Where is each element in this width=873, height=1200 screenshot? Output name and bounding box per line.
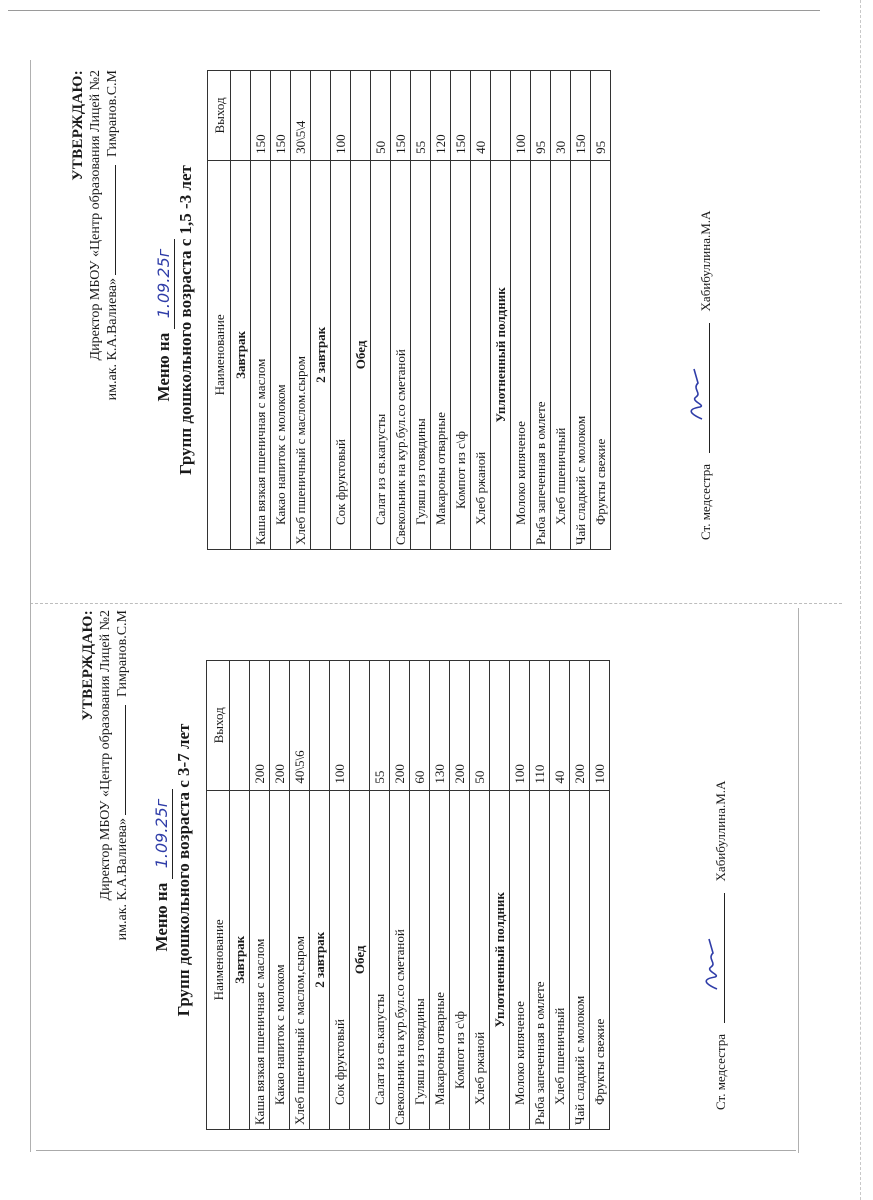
nurse-name: Хабибуллина.М.А bbox=[713, 780, 728, 882]
table-row bbox=[390, 661, 410, 1130]
table-row bbox=[290, 661, 310, 1130]
dish-output: 120 bbox=[431, 71, 451, 161]
dish-name: Гуляш из говядины bbox=[410, 790, 430, 1129]
scan-border-left bbox=[30, 60, 31, 1152]
dish-name: Салат из св.капусты bbox=[370, 790, 390, 1129]
table-row bbox=[270, 661, 290, 1130]
approval-heading: УТВЕРЖДАЮ: bbox=[70, 70, 86, 181]
dish-output: 100 bbox=[510, 661, 530, 791]
dish-name: Рыба запеченная в омлете bbox=[530, 790, 550, 1129]
table-row bbox=[470, 661, 490, 1130]
dish-name: Сок фруктовый bbox=[330, 790, 350, 1129]
table-row bbox=[410, 661, 430, 1130]
dish-output: 200 bbox=[570, 661, 590, 791]
table-row bbox=[330, 661, 350, 1130]
section-title: Обед bbox=[350, 790, 370, 1129]
dish-name: Фрукты свежие bbox=[591, 160, 611, 549]
table-row bbox=[531, 71, 551, 550]
section-row bbox=[351, 71, 371, 550]
dish-output: 100 bbox=[331, 71, 351, 161]
dish-name: Каша вязкая пшеничная с маслом bbox=[251, 160, 271, 549]
approval-org: им.ак. К.А.Валиева» bbox=[105, 278, 120, 401]
section-output-empty bbox=[311, 71, 331, 161]
dish-output: 200 bbox=[390, 661, 410, 791]
section-title: Уплотненный полдник bbox=[491, 160, 511, 549]
nurse-signature-line bbox=[710, 893, 725, 1023]
nurse-name: Хабибуллина.М.А bbox=[698, 210, 713, 312]
dish-output: 50 bbox=[371, 71, 391, 161]
section-row bbox=[491, 71, 511, 550]
table-row bbox=[371, 71, 391, 550]
table-row bbox=[451, 71, 471, 550]
section-title: Завтрак bbox=[231, 160, 251, 549]
dish-output: 50 bbox=[470, 661, 490, 791]
menu-subtitle: Групп дошкольного возраста с 1,5 -3 лет bbox=[176, 165, 195, 475]
table-row bbox=[571, 71, 591, 550]
dish-name: Макароны отварные bbox=[431, 160, 451, 549]
dish-output: 40 bbox=[550, 661, 570, 791]
dish-name: Свекольник на кур.бул.со сметаной bbox=[390, 790, 410, 1129]
dish-output: 110 bbox=[530, 661, 550, 791]
dish-output: 95 bbox=[591, 71, 611, 161]
dish-output: 95 bbox=[531, 71, 551, 161]
dish-output: 150 bbox=[251, 71, 271, 161]
approval-line1: Директор МБОУ «Центр образования Лицей №2 bbox=[98, 610, 113, 901]
nurse-role: Ст. медсестра bbox=[698, 463, 713, 540]
dish-name: Молоко кипяченое bbox=[511, 160, 531, 549]
table-row bbox=[590, 661, 610, 1130]
table-header-row bbox=[207, 661, 230, 1130]
section-output-empty bbox=[350, 661, 370, 791]
menu-date-handwritten: 1.09.25г bbox=[154, 239, 175, 329]
dish-name: Гуляш из говядины bbox=[411, 160, 431, 549]
scan-border-mid bbox=[798, 608, 799, 1153]
dish-output: 55 bbox=[370, 661, 390, 791]
dish-name: Хлеб пшеничный bbox=[550, 790, 570, 1129]
menu-title bbox=[154, 70, 175, 570]
section-output-empty bbox=[491, 71, 511, 161]
section-title: Уплотненный полдник bbox=[490, 790, 510, 1129]
scan-border-bottom bbox=[36, 1150, 796, 1151]
table-header-row bbox=[208, 71, 231, 550]
section-row bbox=[350, 661, 370, 1130]
dish-output: 200 bbox=[270, 661, 290, 791]
approval-director: Гимранов.С.М bbox=[115, 610, 130, 698]
menu-table bbox=[207, 70, 611, 550]
section-title: 2 завтрак bbox=[311, 160, 331, 549]
section-row bbox=[311, 71, 331, 550]
table-row bbox=[591, 71, 611, 550]
menu-panel-preschool bbox=[80, 610, 770, 1130]
approval-line2 bbox=[104, 70, 121, 570]
page-fold-line bbox=[30, 603, 842, 604]
section-row bbox=[490, 661, 510, 1130]
section-output-empty bbox=[231, 71, 251, 161]
scan-edge-right bbox=[860, 0, 861, 1200]
approval-block bbox=[80, 610, 131, 1130]
dish-name: Салат из св.капусты bbox=[371, 160, 391, 549]
approval-director: Гимранов.С.М bbox=[105, 70, 120, 158]
nurse-signature-scribble bbox=[701, 933, 723, 993]
menu-title-prefix: Меню на bbox=[152, 882, 171, 952]
dish-name: Фрукты свежие bbox=[590, 790, 610, 1129]
table-row bbox=[250, 661, 270, 1130]
dish-name: Свекольник на кур.бул.со сметаной bbox=[391, 160, 411, 549]
scan-edge-top bbox=[8, 10, 820, 11]
table-row bbox=[291, 71, 311, 550]
dish-output: 60 bbox=[410, 661, 430, 791]
table-row bbox=[370, 661, 390, 1130]
dish-name: Сок фруктовый bbox=[331, 160, 351, 549]
dish-name: Чай сладкий с молоком bbox=[570, 790, 590, 1129]
menu-title bbox=[152, 610, 173, 1130]
dish-output: 150 bbox=[271, 71, 291, 161]
table-row bbox=[450, 661, 470, 1130]
dish-name: Молоко кипяченое bbox=[510, 790, 530, 1129]
table-row bbox=[331, 71, 351, 550]
menu-footer bbox=[710, 781, 729, 1110]
menu-panel-toddlers bbox=[70, 70, 820, 570]
column-header-name: Наименование bbox=[208, 160, 231, 549]
dish-name: Компот из с\ф bbox=[450, 790, 470, 1129]
approval-heading: УТВЕРЖДАЮ: bbox=[80, 610, 96, 721]
approval-line1: Директор МБОУ «Центр образования Лицей №2 bbox=[88, 70, 103, 361]
table-row bbox=[271, 71, 291, 550]
section-output-empty bbox=[351, 71, 371, 161]
section-title: Завтрак bbox=[230, 790, 250, 1129]
dish-name: Хлеб пшеничный с маслом.сыром bbox=[291, 160, 311, 549]
menu-footer bbox=[695, 211, 714, 540]
dish-output: 130 bbox=[430, 661, 450, 791]
section-output-empty bbox=[490, 661, 510, 791]
director-signature-line bbox=[115, 165, 116, 275]
section-output-empty bbox=[230, 661, 250, 791]
menu-title-prefix: Меню на bbox=[154, 332, 173, 402]
menu-subtitle: Групп дошкольного возраста с 3-7 лет bbox=[174, 723, 193, 1017]
table-row bbox=[430, 661, 450, 1130]
dish-output: 150 bbox=[451, 71, 471, 161]
column-header-name: Наименование bbox=[207, 790, 230, 1129]
section-title: 2 завтрак bbox=[310, 790, 330, 1129]
table-row bbox=[251, 71, 271, 550]
approval-line2 bbox=[114, 610, 131, 1130]
director-signature-line bbox=[125, 705, 126, 815]
dish-name: Компот из с\ф bbox=[451, 160, 471, 549]
dish-output: 200 bbox=[450, 661, 470, 791]
dish-name: Хлеб ржаной bbox=[470, 790, 490, 1129]
dish-output: 200 bbox=[250, 661, 270, 791]
column-header-output: Выход bbox=[208, 71, 231, 161]
dish-name: Хлеб ржаной bbox=[471, 160, 491, 549]
section-output-empty bbox=[310, 661, 330, 791]
approval-org: им.ак. К.А.Валиева» bbox=[115, 818, 130, 941]
menu-table bbox=[206, 660, 610, 1130]
dish-output: 100 bbox=[511, 71, 531, 161]
dish-output: 40\5\6 bbox=[290, 661, 310, 791]
table-row bbox=[431, 71, 451, 550]
table-row bbox=[411, 71, 431, 550]
dish-output: 30\5\4 bbox=[291, 71, 311, 161]
menu-date-handwritten: 1.09.25г bbox=[152, 789, 173, 879]
dish-name: Хлеб пшеничный с маслом,сыром bbox=[290, 790, 310, 1129]
dish-name: Чай сладкий с молоком bbox=[571, 160, 591, 549]
column-header-output: Выход bbox=[207, 661, 230, 791]
dish-output: 150 bbox=[391, 71, 411, 161]
nurse-role: Ст. медсестра bbox=[713, 1033, 728, 1110]
nurse-signature-scribble bbox=[686, 363, 708, 423]
dish-output: 40 bbox=[471, 71, 491, 161]
dish-output: 100 bbox=[590, 661, 610, 791]
table-row bbox=[391, 71, 411, 550]
table-row bbox=[550, 661, 570, 1130]
section-row bbox=[310, 661, 330, 1130]
dish-name: Какао напиток с молоком bbox=[270, 790, 290, 1129]
dish-output: 100 bbox=[330, 661, 350, 791]
table-row bbox=[551, 71, 571, 550]
table-row bbox=[530, 661, 550, 1130]
dish-name: Хлеб пшеничный bbox=[551, 160, 571, 549]
section-title: Обед bbox=[351, 160, 371, 549]
dish-output: 150 bbox=[571, 71, 591, 161]
nurse-signature-line bbox=[695, 323, 710, 453]
table-row bbox=[570, 661, 590, 1130]
dish-output: 30 bbox=[551, 71, 571, 161]
dish-name: Рыба запеченная в омлете bbox=[531, 160, 551, 549]
table-row bbox=[511, 71, 531, 550]
table-row bbox=[510, 661, 530, 1130]
section-row bbox=[230, 661, 250, 1130]
dish-output: 55 bbox=[411, 71, 431, 161]
approval-block bbox=[70, 70, 121, 570]
dish-name: Какао напиток с молоком bbox=[271, 160, 291, 549]
dish-name: Макароны отварные bbox=[430, 790, 450, 1129]
dish-name: Каша вязкая пшеничная с маслом bbox=[250, 790, 270, 1129]
table-row bbox=[471, 71, 491, 550]
section-row bbox=[231, 71, 251, 550]
